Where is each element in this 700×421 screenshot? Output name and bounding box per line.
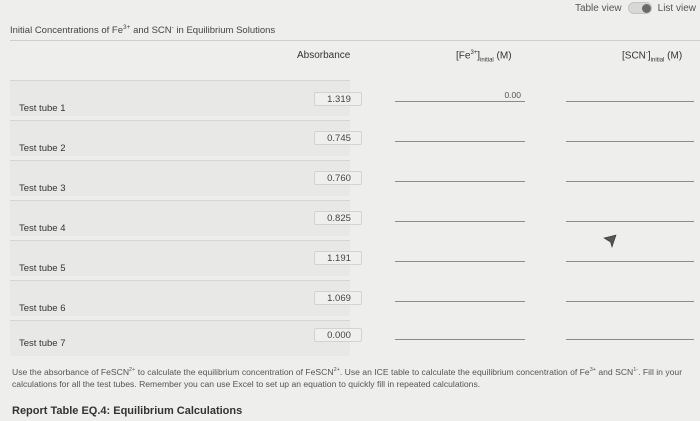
fe-initial-input-4[interactable]	[395, 208, 525, 222]
scn-initial-input-7[interactable]	[566, 326, 694, 340]
cursor-icon	[600, 232, 620, 252]
table-view-label[interactable]: Table view	[574, 2, 622, 14]
absorbance-value-2: 0.745	[327, 133, 351, 144]
column-header-scn-initial: $[SCN^-]_{initial}$ (M)	[622, 50, 683, 64]
header-divider	[10, 40, 700, 41]
scn-initial-input-5[interactable]	[566, 248, 694, 262]
row-label-test-tube-3: Test tube 3	[10, 160, 350, 196]
absorbance-value-7: 0.000	[327, 330, 351, 341]
fe-initial-input-2[interactable]	[395, 128, 525, 142]
scn-initial-input-4[interactable]	[566, 208, 694, 222]
column-header-absorbance: Absorbance	[297, 50, 351, 61]
row-label-test-tube-4: Test tube 4	[10, 200, 350, 236]
scn-initial-input-1[interactable]	[566, 88, 694, 102]
fe-initial-input-6[interactable]	[395, 288, 525, 302]
row-label-test-tube-2: Test tube 2	[10, 120, 350, 156]
absorbance-value-1: 1.319	[327, 94, 351, 105]
row-label-test-tube-7: Test tube 7	[10, 320, 350, 356]
scn-initial-input-6[interactable]	[566, 288, 694, 302]
fe-initial-input-1[interactable]	[395, 88, 525, 102]
scn-initial-input-3[interactable]	[566, 168, 694, 182]
instructions-text: Use the absorbance of FeSCN$^{2+}$ to calculate the equilibrium concentration of FeSCN$^{2+}$. Use an ICE table to calculate the equilibrium concentration of $Fe^{3+}$ and $SCN^{1-}$. Fill in your calculations for all the test tubes. Remember you can use Excel to set up an equation to quickly fill in repeated calculations.	[12, 366, 683, 389]
absorbance-value-5: 1.191	[327, 253, 351, 264]
report-table-title: Report Table EQ.4: Equilibrium Calculations	[12, 405, 243, 417]
row-label-test-tube-5: Test tube 5	[10, 240, 350, 276]
absorbance-value-3: 0.760	[327, 173, 351, 184]
view-toggle[interactable]	[575, 0, 700, 14]
toggle-knob	[642, 4, 651, 13]
scn-initial-input-2[interactable]	[566, 128, 694, 142]
table-title: Initial Concentrations of $Fe^{3+}$ and SCN- in Equilibrium Solutions	[10, 24, 276, 37]
view-toggle-switch[interactable]	[628, 2, 652, 14]
absorbance-value-4: 0.825	[327, 213, 351, 224]
fe-initial-input-3[interactable]	[395, 168, 525, 182]
row-label-test-tube-1: Test tube 1	[10, 80, 350, 116]
list-view-label[interactable]: List view	[657, 2, 696, 14]
column-header-fe-initial: $[Fe^{3+}]_{initial}$ (M)	[456, 50, 512, 64]
row-label-test-tube-6: Test tube 6	[10, 280, 350, 316]
absorbance-value-6: 1.069	[327, 293, 351, 304]
fe-initial-input-5[interactable]	[395, 248, 525, 262]
fe-initial-input-7[interactable]	[395, 326, 525, 340]
